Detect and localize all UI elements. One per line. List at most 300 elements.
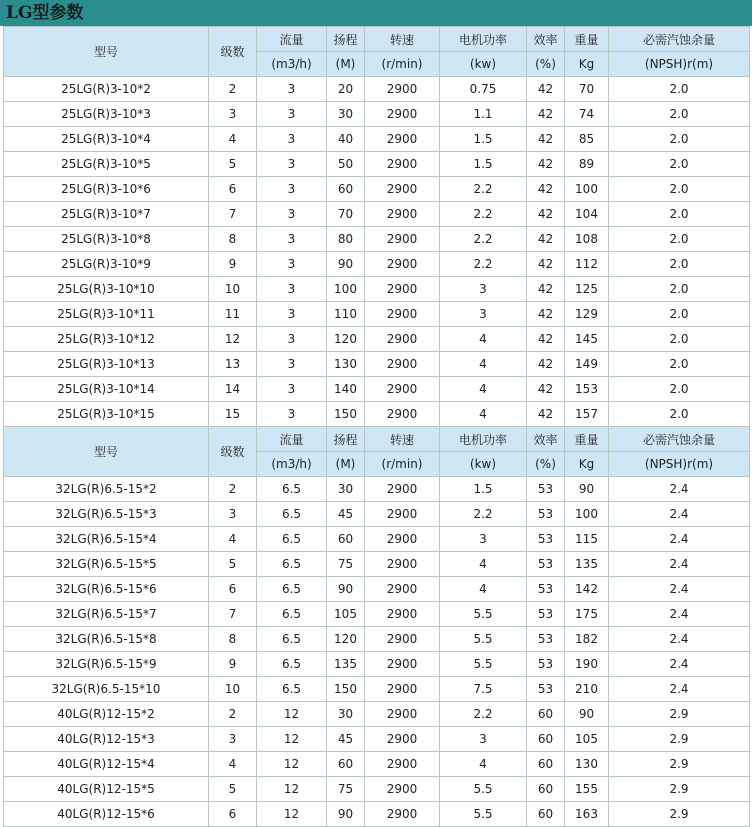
- cell-stages: 10: [209, 277, 257, 302]
- cell-power: 2.2: [440, 227, 527, 252]
- cell-stages: 7: [209, 202, 257, 227]
- header-efficiency: 效率: [527, 427, 565, 452]
- cell-efficiency: 42: [527, 127, 565, 152]
- table-row: [4, 677, 750, 702]
- cell-efficiency: 60: [527, 702, 565, 727]
- header-flow-unit: (m3/h): [257, 452, 327, 477]
- cell-flow: 3: [257, 127, 327, 152]
- header-speed: 转速: [365, 427, 440, 452]
- cell-model: 32LG(R)6.5-15*6: [4, 577, 209, 602]
- cell-weight: 175: [565, 602, 609, 627]
- cell-head: 45: [327, 727, 365, 752]
- cell-speed: 2900: [365, 552, 440, 577]
- cell-flow: 3: [257, 77, 327, 102]
- cell-efficiency: 42: [527, 252, 565, 277]
- cell-model: 40LG(R)12-15*2: [4, 702, 209, 727]
- cell-flow: 12: [257, 777, 327, 802]
- cell-head: 50: [327, 152, 365, 177]
- header-npsh-unit: (NPSH)r(m): [609, 452, 750, 477]
- cell-power: 5.5: [440, 777, 527, 802]
- cell-efficiency: 60: [527, 802, 565, 827]
- cell-weight: 190: [565, 652, 609, 677]
- cell-efficiency: 42: [527, 177, 565, 202]
- cell-weight: 85: [565, 127, 609, 152]
- header-efficiency-unit: (%): [527, 452, 565, 477]
- cell-weight: 90: [565, 702, 609, 727]
- cell-weight: 153: [565, 377, 609, 402]
- cell-power: 4: [440, 552, 527, 577]
- cell-npsh: 2.9: [609, 752, 750, 777]
- cell-npsh: 2.4: [609, 477, 750, 502]
- cell-npsh: 2.4: [609, 677, 750, 702]
- cell-stages: 10: [209, 677, 257, 702]
- header-model: 型号: [4, 27, 209, 77]
- cell-flow: 3: [257, 302, 327, 327]
- cell-speed: 2900: [365, 277, 440, 302]
- cell-stages: 5: [209, 552, 257, 577]
- cell-flow: 3: [257, 102, 327, 127]
- cell-head: 40: [327, 127, 365, 152]
- header-weight-unit: Kg: [565, 52, 609, 77]
- header-stages: 级数: [209, 427, 257, 477]
- header-head: 扬程: [327, 427, 365, 452]
- table-row: [4, 577, 750, 602]
- table-row: [4, 302, 750, 327]
- cell-head: 90: [327, 577, 365, 602]
- header-speed-unit: (r/min): [365, 52, 440, 77]
- cell-speed: 2900: [365, 602, 440, 627]
- header-head: 扬程: [327, 27, 365, 52]
- cell-flow: 3: [257, 327, 327, 352]
- header-weight: 重量: [565, 27, 609, 52]
- page-title: LG型参数: [0, 0, 752, 26]
- cell-npsh: 2.0: [609, 227, 750, 252]
- cell-efficiency: 42: [527, 152, 565, 177]
- cell-flow: 6.5: [257, 552, 327, 577]
- cell-npsh: 2.9: [609, 802, 750, 827]
- cell-model: 32LG(R)6.5-15*2: [4, 477, 209, 502]
- cell-npsh: 2.4: [609, 627, 750, 652]
- cell-head: 80: [327, 227, 365, 252]
- cell-head: 100: [327, 277, 365, 302]
- cell-model: 25LG(R)3-10*2: [4, 77, 209, 102]
- cell-speed: 2900: [365, 227, 440, 252]
- table-row: [4, 477, 750, 502]
- cell-speed: 2900: [365, 77, 440, 102]
- cell-flow: 6.5: [257, 652, 327, 677]
- cell-model: 32LG(R)6.5-15*9: [4, 652, 209, 677]
- cell-weight: 112: [565, 252, 609, 277]
- table-row: [4, 777, 750, 802]
- cell-flow: 3: [257, 377, 327, 402]
- cell-flow: 12: [257, 802, 327, 827]
- cell-power: 4: [440, 327, 527, 352]
- cell-speed: 2900: [365, 252, 440, 277]
- cell-weight: 105: [565, 727, 609, 752]
- cell-flow: 3: [257, 277, 327, 302]
- cell-speed: 2900: [365, 152, 440, 177]
- table-row: [4, 652, 750, 677]
- cell-flow: 3: [257, 202, 327, 227]
- cell-head: 60: [327, 527, 365, 552]
- cell-stages: 2: [209, 702, 257, 727]
- cell-model: 25LG(R)3-10*10: [4, 277, 209, 302]
- table-row: [4, 602, 750, 627]
- cell-efficiency: 53: [527, 602, 565, 627]
- header-model: 型号: [4, 427, 209, 477]
- header-head-unit: (M): [327, 52, 365, 77]
- table-row: [4, 102, 750, 127]
- cell-npsh: 2.4: [609, 577, 750, 602]
- header-weight-unit: Kg: [565, 452, 609, 477]
- cell-npsh: 2.0: [609, 202, 750, 227]
- cell-weight: 155: [565, 777, 609, 802]
- cell-npsh: 2.0: [609, 277, 750, 302]
- cell-head: 140: [327, 377, 365, 402]
- cell-stages: 3: [209, 502, 257, 527]
- cell-stages: 14: [209, 377, 257, 402]
- table-row: [4, 377, 750, 402]
- cell-model: 40LG(R)12-15*6: [4, 802, 209, 827]
- cell-power: 2.2: [440, 702, 527, 727]
- cell-efficiency: 60: [527, 752, 565, 777]
- cell-weight: 104: [565, 202, 609, 227]
- cell-npsh: 2.9: [609, 702, 750, 727]
- cell-weight: 142: [565, 577, 609, 602]
- cell-flow: 6.5: [257, 577, 327, 602]
- cell-efficiency: 60: [527, 727, 565, 752]
- table-row: [4, 252, 750, 277]
- cell-npsh: 2.0: [609, 177, 750, 202]
- cell-head: 150: [327, 402, 365, 427]
- cell-model: 25LG(R)3-10*5: [4, 152, 209, 177]
- cell-speed: 2900: [365, 577, 440, 602]
- cell-stages: 4: [209, 752, 257, 777]
- cell-weight: 130: [565, 752, 609, 777]
- cell-npsh: 2.0: [609, 402, 750, 427]
- cell-flow: 6.5: [257, 677, 327, 702]
- header-stages: 级数: [209, 27, 257, 77]
- cell-model: 25LG(R)3-10*14: [4, 377, 209, 402]
- table-row: [4, 277, 750, 302]
- cell-weight: 89: [565, 152, 609, 177]
- cell-flow: 3: [257, 152, 327, 177]
- cell-weight: 157: [565, 402, 609, 427]
- cell-speed: 2900: [365, 502, 440, 527]
- cell-efficiency: 42: [527, 277, 565, 302]
- cell-speed: 2900: [365, 752, 440, 777]
- cell-npsh: 2.0: [609, 327, 750, 352]
- table-row: [4, 802, 750, 827]
- cell-power: 2.2: [440, 202, 527, 227]
- cell-speed: 2900: [365, 377, 440, 402]
- cell-speed: 2900: [365, 702, 440, 727]
- cell-model: 25LG(R)3-10*7: [4, 202, 209, 227]
- cell-head: 75: [327, 552, 365, 577]
- cell-weight: 182: [565, 627, 609, 652]
- cell-speed: 2900: [365, 127, 440, 152]
- table-row: [4, 727, 750, 752]
- cell-speed: 2900: [365, 327, 440, 352]
- cell-weight: 100: [565, 177, 609, 202]
- cell-speed: 2900: [365, 727, 440, 752]
- cell-efficiency: 53: [527, 477, 565, 502]
- cell-efficiency: 53: [527, 502, 565, 527]
- cell-flow: 12: [257, 702, 327, 727]
- cell-npsh: 2.0: [609, 77, 750, 102]
- table-row: [4, 627, 750, 652]
- cell-power: 4: [440, 352, 527, 377]
- cell-weight: 125: [565, 277, 609, 302]
- cell-stages: 5: [209, 777, 257, 802]
- cell-power: 4: [440, 577, 527, 602]
- cell-speed: 2900: [365, 652, 440, 677]
- cell-efficiency: 42: [527, 227, 565, 252]
- header-power-unit: (kw): [440, 452, 527, 477]
- table-row: [4, 77, 750, 102]
- header-flow-unit: (m3/h): [257, 52, 327, 77]
- cell-flow: 3: [257, 352, 327, 377]
- cell-power: 1.5: [440, 477, 527, 502]
- cell-flow: 3: [257, 402, 327, 427]
- header-flow: 流量: [257, 27, 327, 52]
- cell-stages: 15: [209, 402, 257, 427]
- cell-npsh: 2.4: [609, 527, 750, 552]
- cell-efficiency: 53: [527, 652, 565, 677]
- table-row: [4, 202, 750, 227]
- cell-power: 5.5: [440, 652, 527, 677]
- cell-head: 30: [327, 102, 365, 127]
- cell-head: 150: [327, 677, 365, 702]
- cell-speed: 2900: [365, 677, 440, 702]
- cell-power: 3: [440, 302, 527, 327]
- cell-power: 3: [440, 527, 527, 552]
- cell-head: 45: [327, 502, 365, 527]
- parameter-table: [3, 26, 750, 827]
- cell-model: 25LG(R)3-10*12: [4, 327, 209, 352]
- cell-weight: 145: [565, 327, 609, 352]
- header-speed: 转速: [365, 27, 440, 52]
- cell-model: 32LG(R)6.5-15*8: [4, 627, 209, 652]
- cell-weight: 149: [565, 352, 609, 377]
- cell-power: 2.2: [440, 252, 527, 277]
- cell-model: 40LG(R)12-15*4: [4, 752, 209, 777]
- cell-efficiency: 42: [527, 402, 565, 427]
- table-row: [4, 152, 750, 177]
- cell-speed: 2900: [365, 477, 440, 502]
- cell-stages: 4: [209, 127, 257, 152]
- cell-efficiency: 42: [527, 102, 565, 127]
- header-weight: 重量: [565, 427, 609, 452]
- cell-head: 30: [327, 702, 365, 727]
- cell-efficiency: 42: [527, 77, 565, 102]
- cell-speed: 2900: [365, 777, 440, 802]
- cell-power: 1.1: [440, 102, 527, 127]
- cell-model: 32LG(R)6.5-15*4: [4, 527, 209, 552]
- cell-stages: 7: [209, 602, 257, 627]
- cell-model: 25LG(R)3-10*3: [4, 102, 209, 127]
- cell-head: 60: [327, 177, 365, 202]
- cell-model: 25LG(R)3-10*11: [4, 302, 209, 327]
- cell-flow: 6.5: [257, 502, 327, 527]
- cell-npsh: 2.0: [609, 352, 750, 377]
- cell-model: 40LG(R)12-15*3: [4, 727, 209, 752]
- cell-speed: 2900: [365, 527, 440, 552]
- cell-weight: 135: [565, 552, 609, 577]
- cell-model: 32LG(R)6.5-15*3: [4, 502, 209, 527]
- table-row: [4, 502, 750, 527]
- cell-efficiency: 60: [527, 777, 565, 802]
- cell-npsh: 2.0: [609, 302, 750, 327]
- cell-flow: 12: [257, 752, 327, 777]
- cell-head: 105: [327, 602, 365, 627]
- cell-model: 25LG(R)3-10*8: [4, 227, 209, 252]
- cell-model: 25LG(R)3-10*6: [4, 177, 209, 202]
- cell-weight: 129: [565, 302, 609, 327]
- cell-stages: 13: [209, 352, 257, 377]
- cell-npsh: 2.4: [609, 552, 750, 577]
- cell-power: 2.2: [440, 502, 527, 527]
- header-npsh: 必需汽蚀余量: [609, 27, 750, 52]
- cell-head: 70: [327, 202, 365, 227]
- cell-stages: 3: [209, 727, 257, 752]
- header-row: [4, 27, 750, 52]
- cell-speed: 2900: [365, 102, 440, 127]
- header-flow: 流量: [257, 427, 327, 452]
- cell-weight: 115: [565, 527, 609, 552]
- table-row: [4, 527, 750, 552]
- table-row: [4, 402, 750, 427]
- cell-efficiency: 42: [527, 352, 565, 377]
- cell-npsh: 2.0: [609, 152, 750, 177]
- cell-speed: 2900: [365, 627, 440, 652]
- table-row: [4, 327, 750, 352]
- cell-npsh: 2.0: [609, 252, 750, 277]
- table-row: [4, 552, 750, 577]
- header-power: 电机功率: [440, 27, 527, 52]
- cell-stages: 6: [209, 177, 257, 202]
- cell-stages: 11: [209, 302, 257, 327]
- cell-npsh: 2.4: [609, 652, 750, 677]
- cell-model: 25LG(R)3-10*13: [4, 352, 209, 377]
- cell-efficiency: 53: [527, 627, 565, 652]
- cell-flow: 3: [257, 177, 327, 202]
- cell-power: 2.2: [440, 177, 527, 202]
- cell-efficiency: 53: [527, 552, 565, 577]
- cell-power: 0.75: [440, 77, 527, 102]
- cell-power: 4: [440, 402, 527, 427]
- cell-flow: 6.5: [257, 627, 327, 652]
- cell-weight: 108: [565, 227, 609, 252]
- cell-speed: 2900: [365, 802, 440, 827]
- header-efficiency: 效率: [527, 27, 565, 52]
- header-head-unit: (M): [327, 452, 365, 477]
- cell-head: 120: [327, 327, 365, 352]
- cell-npsh: 2.4: [609, 502, 750, 527]
- cell-flow: 3: [257, 252, 327, 277]
- cell-flow: 6.5: [257, 602, 327, 627]
- header-efficiency-unit: (%): [527, 52, 565, 77]
- cell-weight: 90: [565, 477, 609, 502]
- cell-stages: 6: [209, 577, 257, 602]
- header-power-unit: (kw): [440, 52, 527, 77]
- cell-power: 4: [440, 752, 527, 777]
- cell-head: 60: [327, 752, 365, 777]
- cell-speed: 2900: [365, 177, 440, 202]
- cell-model: 40LG(R)12-15*5: [4, 777, 209, 802]
- table-row: [4, 702, 750, 727]
- cell-stages: 5: [209, 152, 257, 177]
- cell-power: 7.5: [440, 677, 527, 702]
- cell-weight: 70: [565, 77, 609, 102]
- cell-npsh: 2.0: [609, 377, 750, 402]
- table-row: [4, 127, 750, 152]
- cell-power: 1.5: [440, 127, 527, 152]
- header-speed-unit: (r/min): [365, 452, 440, 477]
- cell-power: 3: [440, 277, 527, 302]
- cell-stages: 8: [209, 227, 257, 252]
- cell-head: 30: [327, 477, 365, 502]
- cell-head: 75: [327, 777, 365, 802]
- cell-npsh: 2.9: [609, 777, 750, 802]
- cell-weight: 163: [565, 802, 609, 827]
- header-power: 电机功率: [440, 427, 527, 452]
- cell-stages: 12: [209, 327, 257, 352]
- cell-flow: 12: [257, 727, 327, 752]
- cell-model: 32LG(R)6.5-15*10: [4, 677, 209, 702]
- cell-stages: 2: [209, 477, 257, 502]
- cell-weight: 74: [565, 102, 609, 127]
- cell-power: 5.5: [440, 627, 527, 652]
- cell-head: 20: [327, 77, 365, 102]
- cell-efficiency: 53: [527, 527, 565, 552]
- cell-stages: 9: [209, 652, 257, 677]
- cell-power: 4: [440, 377, 527, 402]
- cell-power: 1.5: [440, 152, 527, 177]
- cell-head: 130: [327, 352, 365, 377]
- cell-weight: 100: [565, 502, 609, 527]
- cell-efficiency: 42: [527, 202, 565, 227]
- cell-model: 25LG(R)3-10*15: [4, 402, 209, 427]
- header-npsh: 必需汽蚀余量: [609, 427, 750, 452]
- cell-efficiency: 42: [527, 377, 565, 402]
- table-row: [4, 177, 750, 202]
- cell-model: 32LG(R)6.5-15*5: [4, 552, 209, 577]
- cell-efficiency: 53: [527, 677, 565, 702]
- cell-efficiency: 53: [527, 577, 565, 602]
- cell-flow: 3: [257, 227, 327, 252]
- table-row: [4, 752, 750, 777]
- cell-efficiency: 42: [527, 327, 565, 352]
- cell-stages: 3: [209, 102, 257, 127]
- cell-stages: 9: [209, 252, 257, 277]
- cell-head: 120: [327, 627, 365, 652]
- cell-head: 90: [327, 802, 365, 827]
- cell-flow: 6.5: [257, 477, 327, 502]
- cell-power: 5.5: [440, 602, 527, 627]
- header-row: [4, 427, 750, 452]
- cell-power: 5.5: [440, 802, 527, 827]
- cell-npsh: 2.9: [609, 727, 750, 752]
- cell-efficiency: 42: [527, 302, 565, 327]
- cell-weight: 210: [565, 677, 609, 702]
- cell-power: 3: [440, 727, 527, 752]
- cell-model: 32LG(R)6.5-15*7: [4, 602, 209, 627]
- cell-speed: 2900: [365, 202, 440, 227]
- cell-model: 25LG(R)3-10*9: [4, 252, 209, 277]
- cell-stages: 6: [209, 802, 257, 827]
- cell-head: 110: [327, 302, 365, 327]
